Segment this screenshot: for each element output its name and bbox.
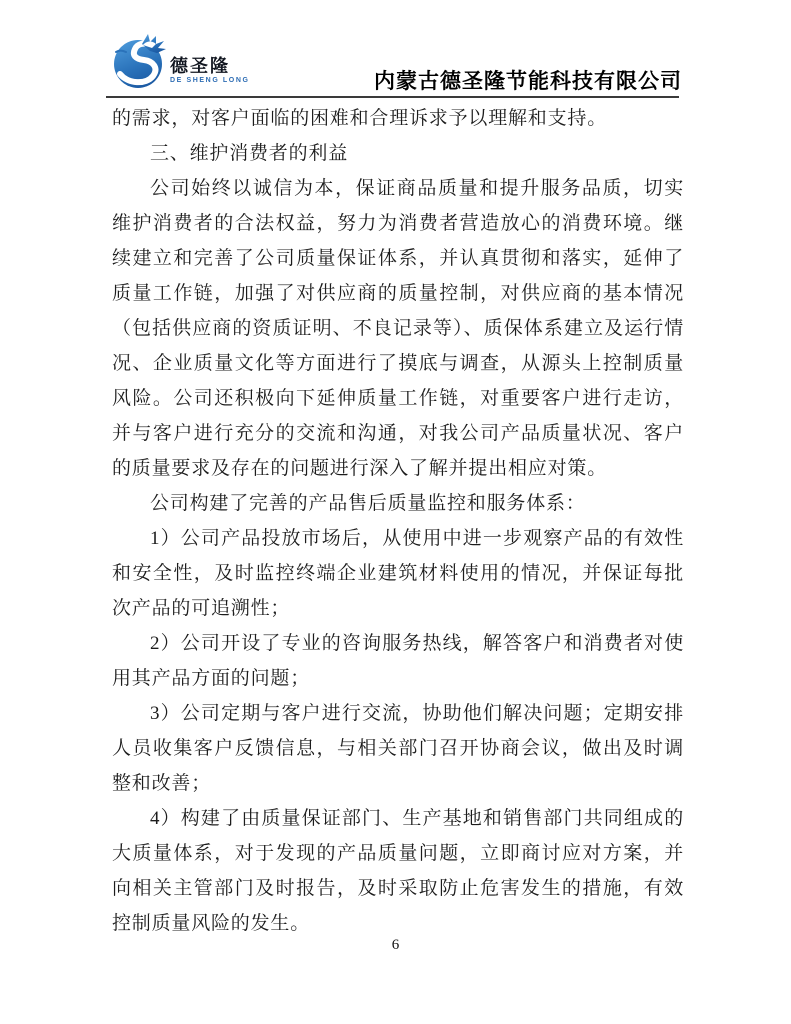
dragon-logo-icon [112,32,168,90]
list-item-1: 1）公司产品投放市场后，从使用中进一步观察产品的有效性和安全性，及时监控终端企业建筑材料使用的情况，并保证每批次产品的可追溯性； [112,528,684,619]
logo-text-cn: 德圣隆 [170,56,230,76]
page-number: 6 [391,937,400,953]
page-header [112,30,682,96]
header-divider [106,96,679,98]
paragraph: 公司构建了完善的产品售后质量监控和服务体系： [150,493,586,514]
list-item-3: 3）公司定期与客户进行交流，协助他们解决问题；定期安排人员收集客户反馈信息，与相关部门召开协商会议，做出及时调整和改善； [112,703,684,794]
logo-text-block [170,57,250,90]
paragraph-continuation: 的需求，对客户面临的困难和合理诉求予以理解和支持。 [112,108,608,129]
document-body [112,101,684,941]
list-item-4: 4）构建了由质量保证部门、生产基地和销售部门共同组成的大质量体系，对于发现的产品质量问题，立即商讨应对方案，并向相关主管部门及时报告，及时采取防止危害发生的措施，有效控制质量风险的发生。 [112,808,684,934]
section-heading: 三、维护消费者的利益 [150,143,349,164]
logo-text-en: DE SHENG LONG [170,77,250,84]
paragraph: 公司始终以诚信为本，保证商品质量和提升服务品质，切实维护消费者的合法权益，努力为消费者营造放心的消费环境。继续建立和完善了公司质量保证体系，并认真贯彻和落实，延伸了质量工作链，加强了对供应商的质量控制，对供应商的基本情况（包括供应商的资质证明、不良记录等）、质保体系建立及运行情况、企业质量文化等方面进行了摸底与调查，从源头上控制质量风险。公司还积极向下延伸质量工作链，对重要客户进行走访，并与客户进行充分的交流和沟通，对我公司产品质量状况、客户的质量要求及存在的问题进行深入了解并提出相应对策。 [112,178,684,479]
page-footer [0,936,791,954]
list-item-2: 2）公司开设了专业的咨询服务热线，解答客户和消费者对使用其产品方面的问题； [112,633,684,689]
company-logo [112,32,250,90]
company-name: 内蒙古德圣隆节能科技有限公司 [374,69,682,93]
